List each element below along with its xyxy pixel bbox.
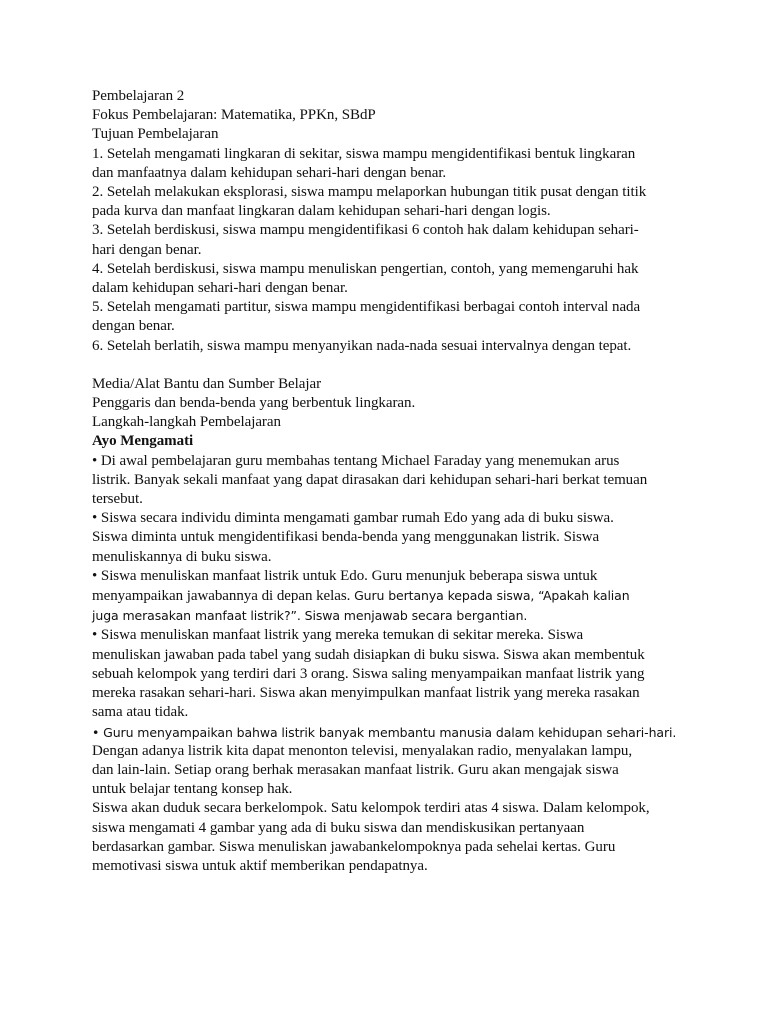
paragraph-5 [92, 723, 688, 800]
objective-3-line-2: hari dengan benar. [92, 241, 202, 258]
paragraph-3-answer-text: Siswa menjawab secara bergantian. [304, 608, 528, 624]
paragraph-2-line: • Siswa secara individu diminta mengamati gambar rumah Edo yang ada di buku siswa. [92, 510, 614, 527]
paragraph-5-line: Dengan adanya listrik kita dapat menonton televisi, menyalakan radio, menyalakan lampu, [92, 742, 633, 759]
objective-4-line-1: 4. Setelah berdiskusi, siswa mampu menuliskan pengertian, contoh, yang memengaruhi hak [92, 260, 639, 277]
objective-1-line-1: 1. Setelah mengamati lingkaran di sekitar, siswa mampu mengidentifikasi bentuk lingkaran [92, 145, 636, 162]
paragraph-2-line: menuliskannya di buku siswa. [92, 548, 272, 565]
paragraph-3-question-text: Guru bertanya kepada siswa, “Apakah kalian [354, 588, 630, 604]
paragraph-4-line: sama atau tidak. [92, 704, 189, 721]
paragraph-6-line: siswa mengamati 4 gambar yang ada di buku siswa dan mendiskusikan pertanyaan [92, 819, 585, 836]
paragraph-2 [92, 509, 688, 567]
paragraph-2-line: Siswa diminta untuk mengidentifikasi benda-benda yang menggunakan listrik. Siswa [92, 529, 600, 546]
media-heading: Media/Alat Bantu dan Sumber Belajar [92, 375, 322, 392]
paragraph-1-line: • Di awal pembelajaran guru membahas tentang Michael Faraday yang menemukan arus [92, 452, 620, 469]
media-text: Penggaris dan benda-benda yang berbentuk lingkaran. [92, 395, 416, 412]
paragraph-1-line: listrik. Banyak sekali manfaat yang dapat dirasakan dari kehidupan sehari-hari berkat temuan [92, 471, 648, 488]
objective-6-line-1: 6. Setelah berlatih, siswa mampu menyanyikan nada-nada sesuai intervalnya dengan tepat. [92, 337, 632, 354]
steps-heading: Langkah-langkah Pembelajaran [92, 414, 281, 431]
paragraph-4 [92, 626, 688, 722]
paragraph-6-line: berdasarkan gambar. Siswa menuliskan jawabankelompoknya pada sehelai kertas. Guru [92, 838, 616, 855]
paragraph-3-line [92, 586, 688, 606]
section-gap [92, 356, 688, 375]
paragraph-3-text: menyampaikan jawabannya di depan kelas. [92, 588, 355, 605]
objective-4-line-2: dalam kehidupan sehari-hari dengan benar. [92, 280, 348, 297]
lesson-title: Pembelajaran 2 [92, 88, 185, 104]
paragraph-6-line: memotivasi siswa untuk aktif memberikan pendapatnya. [92, 857, 428, 874]
paragraph-4-line: menuliskan jawaban pada tabel yang sudah disiapkan di buku siswa. Siswa akan membentuk [92, 646, 645, 663]
paragraph-6-line: Siswa akan duduk secara berkelompok. Satu kelompok terdiri atas 4 siswa. Dalam kelompok, [92, 800, 650, 817]
paragraph-3-line [92, 606, 688, 626]
learning-focus: Fokus Pembelajaran: Matematika, PPKn, SBdP [92, 107, 376, 124]
paragraph-3-line: • Siswa menuliskan manfaat listrik untuk Edo. Guru menunjuk beberapa siswa untuk [92, 567, 598, 584]
paragraph-4-line: mereka rasakan sehari-hari. Siswa akan menyimpulkan manfaat listrik yang mereka rasakan [92, 685, 640, 702]
objective-3-line-1: 3. Setelah berdiskusi, siswa mampu mengidentifikasi 6 contoh hak dalam kehidupan sehari- [92, 222, 639, 239]
paragraph-3 [92, 567, 688, 627]
paragraph-1 [92, 452, 688, 510]
objective-5-line-1: 5. Setelah mengamati partitur, siswa mampu mengidentifikasi berbagai contoh interval nada [92, 299, 641, 316]
objectives-list [92, 145, 688, 356]
paragraph-1-line: tersebut. [92, 491, 143, 508]
paragraph-4-line: • Siswa menuliskan manfaat listrik yang mereka temukan di sekitar mereka. Siswa [92, 627, 584, 644]
objective-5-line-2: dengan benar. [92, 318, 175, 335]
objectives-heading: Tujuan Pembelajaran [92, 126, 219, 143]
paragraph-3-question-text: juga merasakan manfaat listrik?”. [92, 608, 305, 624]
paragraph-5-line: • Guru menyampaikan bahwa listrik banyak membantu manusia dalam kehidupan sehari-hari. [92, 724, 677, 740]
objective-2-line-1: 2. Setelah melakukan eksplorasi, siswa mampu melaporkan hubungan titik pusat dengan titik [92, 184, 647, 201]
paragraph-6 [92, 799, 688, 876]
objective-1-line-2: dan manfaatnya dalam kehidupan sehari-hari dengan benar. [92, 164, 447, 181]
ayo-mengamati-heading: Ayo Mengamati [92, 433, 194, 450]
paragraph-4-line: sebuah kelompok yang terdiri dari 3 orang. Siswa saling menyampaikan manfaat listrik yang [92, 665, 645, 682]
paragraph-5-line: untuk belajar tentang konsep hak. [92, 781, 293, 798]
objective-2-line-2: pada kurva dan manfaat lingkaran dalam kehidupan sehari-hari dengan logis. [92, 203, 551, 220]
paragraph-5-line: dan lain-lain. Setiap orang berhak merasakan manfaat listrik. Guru akan mengajak siswa [92, 761, 619, 778]
